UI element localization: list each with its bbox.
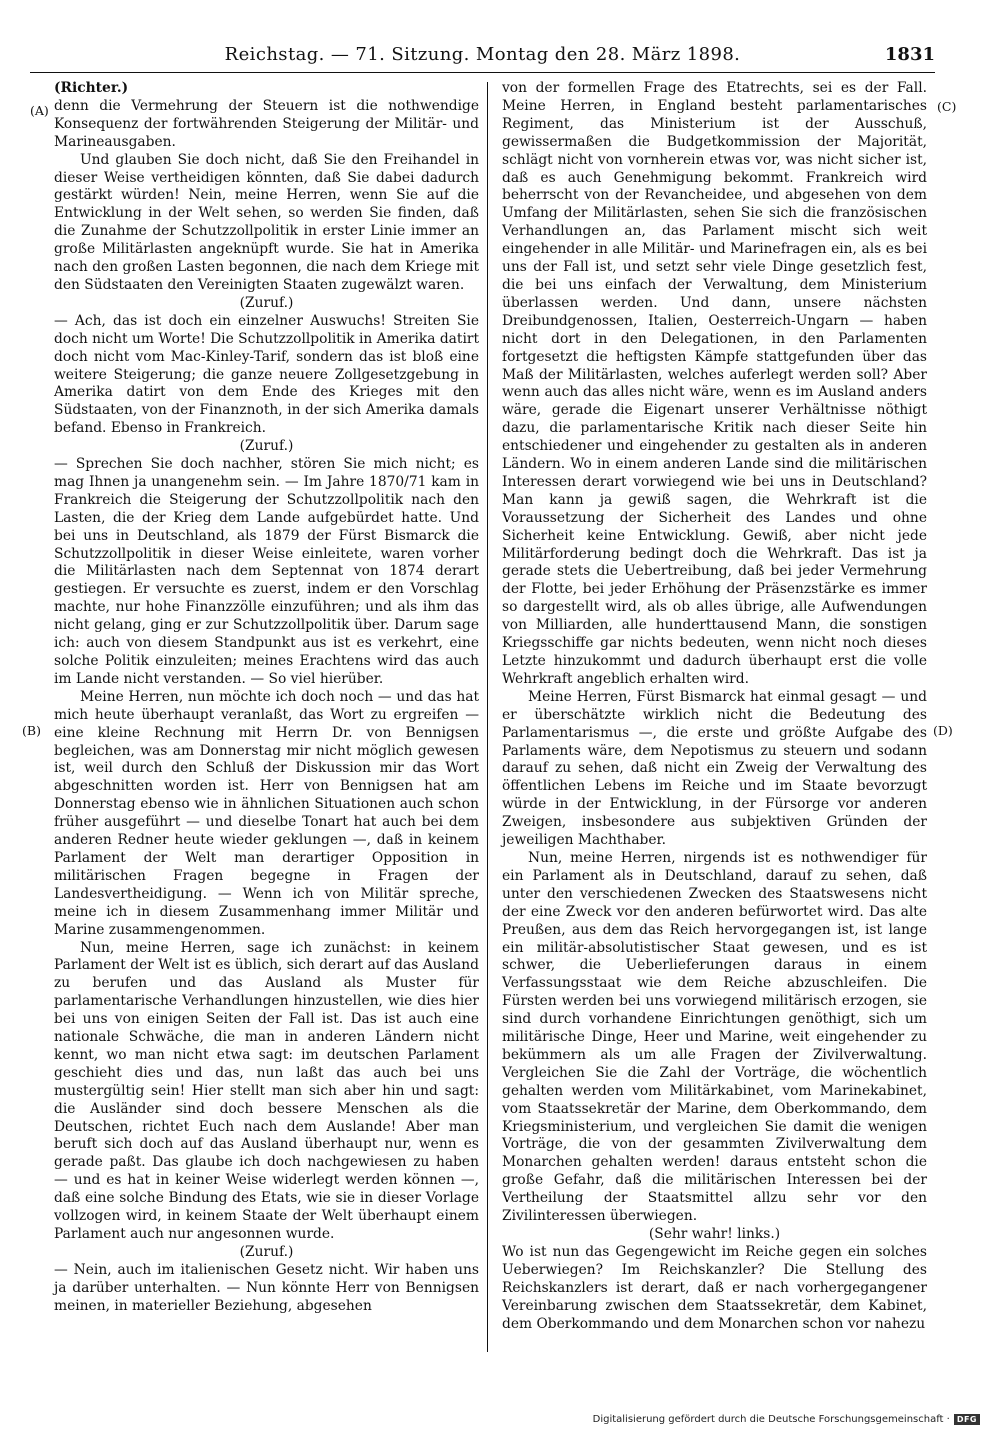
paragraph: — Nein, auch im italienischen Gesetz nicht. Wir haben uns ja darüber unterhalten. — Nun könnte Herr von Bennigsen meinen, in materieller Beziehung, abgesehen bbox=[54, 1261, 479, 1314]
margin-mark-a: (A) bbox=[30, 103, 49, 118]
interjection: (Zuruf.) bbox=[239, 438, 294, 455]
paragraph: Nun, meine Herren, nirgends ist es nothwendiger für ein Parlament als in Deutschland, darauf zu sehen, daß unter den verschiedenen Zwecken des Staatswesens nicht der eine Zweck vor den anderen befürwortet wird. Das alte Preußen, aus dem das Reich hervorgegangen ist, ist lange ein militär-absolutistischer Staat gewesen, und es ist schwer, die Ueberlieferungen daraus in einem Verfassungsstaat wie dem Reiche abzuschleifen. Die Fürsten werden bei uns vorwiegend militärisch erzogen, sie sind durch vorhandene Einrichtungen genöthigt, sich um militärische Dinge, Heer und Marine, weit eingehender zu bekümmern als um alle Fragen der Zivilverwaltung. Vergleichen Sie die Zahl der Vorträge, die wöchentlich gehalten werden vom Militärkabinet, vom Marinekabinet, vom Staatssekretär der Marine, dem Oberkommando, dem Kriegsministerium, und vergleichen Sie damit die wenigen Vorträge, die von der gesammten Zivilverwaltung dem Monarchen gehalten werden! daraus entsteht schon die große Gefahr, daß die militärischen Interessen bei der Vertheilung der Staatsmittel allzu sehr vor den Zivilinteressen überwiegen. bbox=[502, 849, 927, 1225]
paragraph: Meine Herren, Fürst Bismarck hat einmal gesagt — und er überschätzte wirklich nicht die Bedeutung des Parlamentarismus —, die erste und größte Aufgabe des Parlaments wäre, dem Nepotismus zu steuern und sodann darauf zu sehen, daß nicht ein Zweig der Verwaltung des öffentlichen Lebens im Reiche und im Staate bevorzugt würde in der Entwicklung, in der Fürsorge vor anderen Zweigen, insbesondere aus subjektiven Gründen der jeweiligen Machthaber. bbox=[502, 688, 927, 849]
paragraph: — Sprechen Sie doch nachher, stören Sie mich nicht; es mag Ihnen ja unangenehm sein. — Im Jahre 1870/71 kam in Frankreich die Steigerung der Schutzzollpolitik nach den Lasten, die der Krieg dem Lande aufgebürdet hatte. Und bei uns in Deutschland, als 1879 der Fürst Bismarck die Schutzzollpolitik in dieser Weise einleitete, waren vorher die Militärlasten nach dem Septennat von 1874 derart gestiegen. Er versuchte es zuerst, indem er den Vorschlag machte, nur hohe Finanzzölle einzuführen; und als ihm das nicht gelang, ging er zur Schutzzollpolitik über. Darum sage ich: auch von diesem Standpunkt aus ist es verkehrt, eine solche Politik einzuleiten; meines Erachtens wird das auch im Lande nicht verstanden. — So viel hierüber. bbox=[54, 456, 479, 687]
paragraph: — Ach, das ist doch ein einzelner Auswuchs! Streiten Sie doch nicht um Worte! Die Schutzzollpolitik in Amerika datirt doch nicht vom Mac-Kinley-Tarif, sondern das ist bloß eine weitere Steigerung; die ganze neuere Zollgesetzgebung in Amerika datirt von dem Ende des Krieges mit den Südstaaten, von der Finanznoth, in der sich Amerika damals befand. Ebenso in Frankreich. bbox=[54, 312, 480, 437]
interjection: (Sehr wahr! links.) bbox=[648, 1226, 781, 1242]
right-column bbox=[502, 80, 927, 1333]
page-header bbox=[30, 44, 935, 76]
margin-mark-c: (C) bbox=[937, 99, 957, 114]
page-number: 1831 bbox=[884, 44, 935, 65]
paragraph: Und glauben Sie doch nicht, daß Sie den Freihandel in dieser Weise vertheidigen könnten, daß Sie dabei dadurch gestärkt würden! Nein, meine Herren, wenn Sie auf die Entwicklung in der Welt sehen, so werden Sie finden, daß die Zunahme der Schutzzollpolitik in erster Linie immer an große Militärlasten angeknüpft wurde. Sie hat in Amerika nach den großen Lasten begonnen, die nach dem Kriege mit den Südstaaten den Vereinigten Staaten zugewälzt waren. bbox=[54, 151, 479, 293]
dfg-logo: DFG bbox=[954, 1414, 980, 1425]
header-rule bbox=[30, 72, 935, 73]
paragraph: Meine Herren, nun möchte ich doch noch — und das hat mich heute überhaupt veranlaßt, das Wort zu ergreifen — eine kleine Rechnung mit Herrn Dr. von Bennigsen begleichen, was am Donnerstag mir nicht möglich gewesen ist, weil durch den Schluß der Diskussion mir das Wort abgeschnitten worden ist. Herr von Bennigsen hat am Donnerstag ebenso wie in ähnlichen Situationen auch schon früher ausgeführt — und dieselbe Tonart hat auch bei dem anderen Redner heute wieder geklungen —, daß in keinem Parlament der Welt man derartiger Opposition in militärischen Fragen begegne in Fragen der Landesvertheidigung. — Wenn ich von Militär spreche, meine ich in diesem Zusammenhang immer Militär und Marine zusammengenommen. bbox=[54, 688, 479, 938]
paragraph: Nun, meine Herren, sage ich zunächst: in keinem Parlament der Welt ist es üblich, sich derart auf das Ausland zu berufen und das Ausland als Muster für parlamentarische Verhandlungen hinzustellen, wie dies hier bei uns von einigen Seiten der Fall ist. Das ist auch eine nationale Schwäche, die man in anderen Ländern nicht kennt, wo man nicht etwa sagt: im deutschen Parlament geschieht dies und das, nun laßt das auch bei uns mustergültig sein! Hier stellt man sich aber hin und sagt: die Ausländer sind doch bessere Menschen als die Deutschen, richtet Euch nach dem Auslande! Aber man beruft sich doch auf das Ausland überhaupt nur, wenn es gerade paßt. Das glaube ich doch nachgewiesen zu haben — und es hat in keiner Weise widerlegt werden können —, daß eine solche Bindung des Etats, wie sie in dieser Vorlage vollzogen wird, in keinem Staate der Welt überhaupt einem Parlament auch nur angesonnen wurde. bbox=[54, 939, 479, 1242]
interjection: (Zuruf.) bbox=[239, 294, 294, 311]
paragraph: von der formellen Frage des Etatrechts, sei es der Fall. Meine Herren, in England besteht parlamentarisches Regiment, das Ministerium ist der Ausschuß, gewissermaßen die Budgetkommission der Majorität, schlägt nicht von vornherein etwas vor, was nicht sicher ist, daß es auch Genehmigung bekommt. Frankreich wird beherrscht von der Revancheidee, und abgesehen von dem Umfang der Militärlasten, sehen Sie sich die französischen Verhandlungen an, das Parlament mischt sich weit eingehender in alle Militär- und Marinefragen ein, als es bei uns der Fall ist, und setzt sehr viele Dinge gesetzlich fest, die bei uns einfach der Verwaltung, dem Ministerium überlassen werden. Und dann, unsere nächsten Dreibundgenossen, Italien, Oesterreich-Ungarn — haben nicht dort in den Delegationen, in den Parlamenten fortgesetzt die heftigsten Kämpfe stattgefunden über das Maß der Militärlasten, welches auferlegt werden soll? Aber wenn auch das alles nicht wäre, wenn es im Ausland anders wäre, gerade die Eigenart unserer Verhältnisse nöthigt dazu, die parlamentarische Kritik nach dieser Seite hin entschiedener und eingehender zu gestalten als in anderen Ländern. Wo in einem anderen Lande sind die militärischen Interessen derart vorwiegend wie bei uns in Deutschland? Man kann ja gewiß sagen, die Wehrkraft ist die Voraussetzung der Sicherheit des Landes und ohne Sicherheit keine Entwicklung. Gewiß, aber nicht jede Militärforderung bedingt doch die Wehrkraft. Das ist ja gerade stets die Uebertreibung, daß bei jeder Vermehrung der Flotte, bei jeder Erhöhung der Präsenzstärke es immer so dargestellt wird, als ob alles übrige, alle Aufwendungen von Milliarden, alle hunderttausend Mann, die sonstigen Kriegsschiffe gar nichts bedeuten, wenn nicht noch dieses Letzte hinzukommt und dadurch überhaupt erst die volle Wehrkraft angeblich erhalten wird. bbox=[502, 80, 927, 687]
interjection: (Zuruf.) bbox=[239, 1243, 294, 1260]
paragraph: denn die Vermehrung der Steuern ist die nothwendige Konsequenz der fortwährenden Steigerung der Militär- und Marineausgaben. bbox=[54, 97, 479, 150]
digitization-credit bbox=[593, 1414, 980, 1425]
margin-mark-b: (B) bbox=[22, 723, 41, 738]
left-column bbox=[54, 80, 479, 1316]
margin-mark-d: (D) bbox=[933, 723, 953, 738]
column-divider bbox=[487, 82, 488, 1352]
paragraph: Wo ist nun das Gegengewicht im Reiche gegen ein solches Ueberwiegen? Im Reichskanzler? Die Stellung des Reichskanzlers ist derart, daß er nach vorhergegangener Vereinbarung zwischen dem Staatssekretär, dem Kabinet, dem Oberkommando und dem Monarchen schon vor nahezu bbox=[502, 1243, 927, 1332]
running-title: Reichstag. — 71. Sitzung. Montag den 28. März 1898. bbox=[224, 44, 741, 65]
credit-text: Digitalisierung gefördert durch die Deutsche Forschungsgemeinschaft · bbox=[592, 1414, 950, 1425]
speaker-name: (Richter.) bbox=[54, 80, 129, 96]
